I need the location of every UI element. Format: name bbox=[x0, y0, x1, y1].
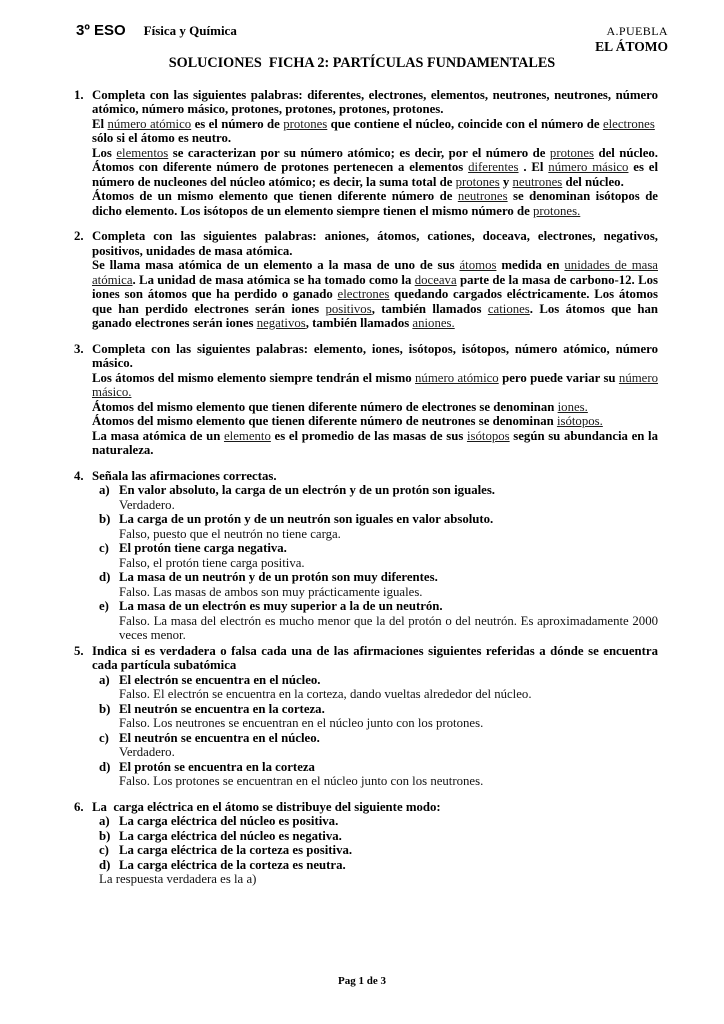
blank-word: protones. bbox=[533, 203, 581, 218]
question bbox=[74, 88, 658, 219]
blank-word: isótopos. bbox=[556, 414, 603, 428]
sub-item-statement: La carga eléctrica de la corteza es neutra. bbox=[119, 857, 346, 872]
sub-item-letter: c) bbox=[99, 843, 109, 857]
sub-item bbox=[99, 760, 658, 775]
blank-word: protones bbox=[283, 116, 328, 131]
blank-word: número atómico bbox=[107, 116, 192, 131]
text-run: según su abundancia en la naturaleza. bbox=[92, 428, 658, 457]
sub-item-statement: En valor absoluto, la carga de un electrón y de un protón son iguales. bbox=[119, 483, 496, 497]
sub-item-statement: El neutrón se encuentra en la corteza. bbox=[119, 701, 325, 716]
question-number: 4. bbox=[74, 468, 84, 483]
blank-word: elementos bbox=[116, 145, 169, 160]
sub-item-statement: La carga eléctrica del núcleo es negativa. bbox=[119, 828, 342, 843]
blank-word: número másico bbox=[548, 160, 629, 174]
sub-item-letter: c) bbox=[99, 730, 109, 745]
sub-item bbox=[99, 541, 658, 556]
blank-word: protones bbox=[549, 145, 594, 160]
sub-item-letter: d) bbox=[99, 759, 111, 774]
sub-item bbox=[99, 512, 658, 527]
sub-item-letter: a) bbox=[99, 814, 110, 828]
question-stem bbox=[74, 468, 658, 484]
blank-word: elemento bbox=[223, 428, 271, 443]
header-left bbox=[76, 24, 237, 39]
sub-item-statement: El protón se encuentra en la corteza bbox=[119, 759, 315, 774]
text-run: Los átomos del mismo elemento siempre tendrán el mismo bbox=[92, 370, 416, 385]
text-run: sólo si el átomo es neutro. bbox=[92, 116, 659, 145]
sub-item-letter: a) bbox=[99, 483, 110, 497]
question bbox=[74, 342, 658, 458]
sub-item bbox=[99, 483, 658, 498]
sub-item-statement: La masa de un electrón es muy superior a la de un neutrón. bbox=[119, 599, 443, 613]
blank-word: negativos bbox=[256, 316, 306, 330]
text-run: Se llama masa atómica de un elemento a la masa de uno de sus bbox=[92, 258, 460, 272]
blank-word: diferentes bbox=[468, 160, 519, 174]
blank-word: protones bbox=[455, 174, 500, 189]
page-header bbox=[0, 0, 724, 54]
question-number: 1. bbox=[74, 87, 84, 102]
text-run: quedando cargados eléctricamente. Los átomos que han perdido electrones serán iones bbox=[92, 287, 658, 316]
sub-item-letter: b) bbox=[99, 512, 111, 526]
answer-text: Verdadero. bbox=[119, 745, 175, 759]
question bbox=[74, 229, 658, 331]
question-para bbox=[92, 414, 658, 429]
sub-item-letter: b) bbox=[99, 828, 111, 843]
blank-word: electrones bbox=[337, 287, 390, 301]
topic-label: EL ÁTOMO bbox=[595, 39, 668, 54]
sub-item-letter: a) bbox=[99, 672, 110, 687]
answer-text: Falso, puesto que el neutrón no tiene carga. bbox=[119, 526, 341, 541]
answer-text: Verdadero. bbox=[119, 497, 175, 512]
text-run: Señala las afirmaciones correctas. bbox=[92, 468, 277, 483]
text-run: Completa con las siguientes palabras: diferentes, electrones, elementos, neutrones, neutrones, número atómico, número másico, protones, protones, protones, protones. bbox=[92, 87, 658, 116]
question-para bbox=[92, 189, 658, 218]
text-run: es el promedio de las masas de sus bbox=[270, 428, 467, 443]
blank-word: número atómico bbox=[415, 370, 499, 385]
question bbox=[74, 469, 658, 643]
sub-item bbox=[99, 731, 658, 746]
text-run: Completa con las siguientes palabras: elemento, iones, isótopos, isótopos, número atómico, número másico. bbox=[92, 341, 658, 370]
question-para bbox=[92, 117, 658, 146]
question bbox=[74, 644, 658, 789]
course-label: 3º ESO bbox=[76, 22, 126, 39]
text-run: La masa atómica de un bbox=[92, 428, 224, 443]
question-number: 3. bbox=[74, 341, 84, 356]
text-run: del núcleo. Átomos con diferente número de protones pertenecen a elementos bbox=[92, 145, 659, 174]
question-stem bbox=[74, 87, 658, 117]
question-para bbox=[92, 258, 658, 331]
blank-word: iones. bbox=[557, 399, 588, 414]
text-run: Completa con las siguientes palabras: aniones, átomos, cationes, doceava, electrones, negativos, positivos, unidades de masa atómica. bbox=[92, 229, 658, 258]
subject-label: Física y Química bbox=[143, 23, 237, 38]
sub-item-letter: d) bbox=[99, 570, 111, 584]
question-number: 5. bbox=[74, 643, 84, 658]
text-run: Átomos del mismo elemento que tienen diferente número de neutrones se denominan bbox=[92, 414, 557, 428]
blank-word: cationes bbox=[487, 301, 530, 316]
sub-item-statement: La masa de un neutrón y de un protón son muy diferentes. bbox=[119, 570, 438, 584]
sub-item-letter: e) bbox=[99, 599, 109, 613]
question-para bbox=[92, 400, 658, 415]
blank-word: neutrones bbox=[457, 189, 508, 203]
question-para bbox=[92, 429, 658, 458]
text-run: Indica si es verdadera o falsa cada una de las afirmaciones siguientes referidas a dónde se encuentra cada partícula subatómica bbox=[92, 643, 658, 672]
answer-text: Falso. El electrón se encuentra en la corteza, dando vueltas alrededor del núcleo. bbox=[119, 687, 532, 701]
question bbox=[74, 800, 658, 887]
blank-word: doceava bbox=[414, 272, 457, 287]
question-para bbox=[92, 146, 658, 190]
sub-item bbox=[99, 829, 658, 844]
text-run: medida en bbox=[496, 258, 565, 272]
question-number: 2. bbox=[74, 229, 84, 243]
blank-word: neutrones bbox=[512, 174, 563, 189]
blank-word: átomos bbox=[459, 258, 497, 272]
text-run: . Los átomos que han ganado electrones serán iones bbox=[92, 301, 658, 330]
text-run: parte de la masa de carbono-12. Los iones son átomos que ha perdido o ganado bbox=[92, 272, 658, 301]
text-run: pero puede variar su bbox=[498, 370, 619, 385]
sub-item-statement: La carga de un protón y de un neutrón son iguales en valor absoluto. bbox=[119, 512, 494, 526]
sub-item bbox=[99, 570, 658, 585]
text-run: es el número de bbox=[191, 116, 284, 131]
blank-word: unidades de masa atómica bbox=[92, 258, 658, 287]
closing-text: La respuesta verdadera es la a) bbox=[99, 872, 257, 886]
text-run: del núcleo. bbox=[562, 174, 624, 189]
page-title: SOLUCIONES FICHA 2: PARTÍCULAS FUNDAMENTALES bbox=[168, 55, 556, 71]
header-right bbox=[595, 24, 668, 54]
questions bbox=[0, 71, 724, 887]
text-run: Átomos del mismo elemento que tienen diferente número de electrones se denominan bbox=[92, 399, 558, 414]
text-run: se caracterizan por su número atómico; es decir, por el número de bbox=[168, 145, 550, 160]
text-run: y bbox=[499, 174, 513, 189]
author-label: A.PUEBLA bbox=[606, 24, 668, 38]
answer-text: Falso. Las masas de ambos son muy prácticamente iguales. bbox=[119, 584, 423, 599]
text-run: Los bbox=[92, 145, 117, 160]
question-stem bbox=[74, 229, 658, 258]
question-para bbox=[92, 371, 658, 400]
sub-item-statement: La carga eléctrica del núcleo es positiva. bbox=[119, 814, 339, 828]
answer-text: Falso. Los protones se encuentran en el núcleo junto con los neutrones. bbox=[119, 774, 484, 788]
blank-word: aniones. bbox=[412, 316, 455, 330]
sub-item-letter: b) bbox=[99, 701, 111, 716]
sub-item bbox=[99, 702, 658, 717]
text-run: , también llamados bbox=[305, 316, 413, 330]
sub-item bbox=[99, 814, 658, 829]
sub-item-statement: El neutrón se encuentra en el núcleo. bbox=[119, 730, 320, 745]
sub-item bbox=[99, 599, 658, 614]
text-run: La carga eléctrica en el átomo se distribuye del siguiente modo: bbox=[92, 799, 441, 814]
answer-text: Falso. Los neutrones se encuentran en el núcleo junto con los protones. bbox=[119, 716, 484, 730]
blank-word: número másico. bbox=[92, 370, 659, 399]
sub-item bbox=[99, 858, 658, 873]
text-run: . La unidad de masa atómica se ha tomado como la bbox=[132, 272, 415, 287]
text-run: . El bbox=[518, 160, 549, 174]
sub-item-statement: El electrón se encuentra en el núcleo. bbox=[119, 672, 321, 687]
blank-word: isótopos bbox=[466, 428, 510, 443]
text-run: es el número de nucleones del núcleo atómico; es decir, la suma total de bbox=[92, 160, 659, 189]
sub-item-statement: El protón tiene carga negativa. bbox=[119, 541, 287, 555]
text-run: que contiene el núcleo, coincide con el número de bbox=[327, 116, 603, 131]
question-stem bbox=[74, 799, 658, 815]
text-run: Átomos de un mismo elemento que tienen diferente número de bbox=[92, 189, 458, 203]
sub-item bbox=[99, 843, 658, 858]
question-number: 6. bbox=[74, 799, 84, 814]
question-stem bbox=[74, 643, 658, 673]
sub-item bbox=[99, 673, 658, 688]
sub-item-letter: c) bbox=[99, 541, 109, 555]
question-stem bbox=[74, 341, 658, 371]
answer-text: Falso. La masa del electrón es mucho menor que la del protón o del neutrón. Es aproximadamente 2000 veces menor. bbox=[119, 613, 658, 642]
answer-text: Falso, el protón tiene carga positiva. bbox=[119, 555, 305, 570]
blank-word: electrones bbox=[602, 116, 655, 131]
text-run: se denominan isótopos de dicho elemento. Los isótopos de un elemento siempre tienen el mismo número de bbox=[92, 189, 658, 218]
sub-item-letter: d) bbox=[99, 857, 111, 872]
text-run: El bbox=[92, 116, 108, 131]
sub-item-statement: La carga eléctrica de la corteza es positiva. bbox=[119, 843, 353, 857]
text-run: , también llamados bbox=[371, 301, 488, 316]
page-footer: Pag 1 de 3 bbox=[338, 974, 386, 987]
blank-word: positivos bbox=[325, 301, 372, 316]
